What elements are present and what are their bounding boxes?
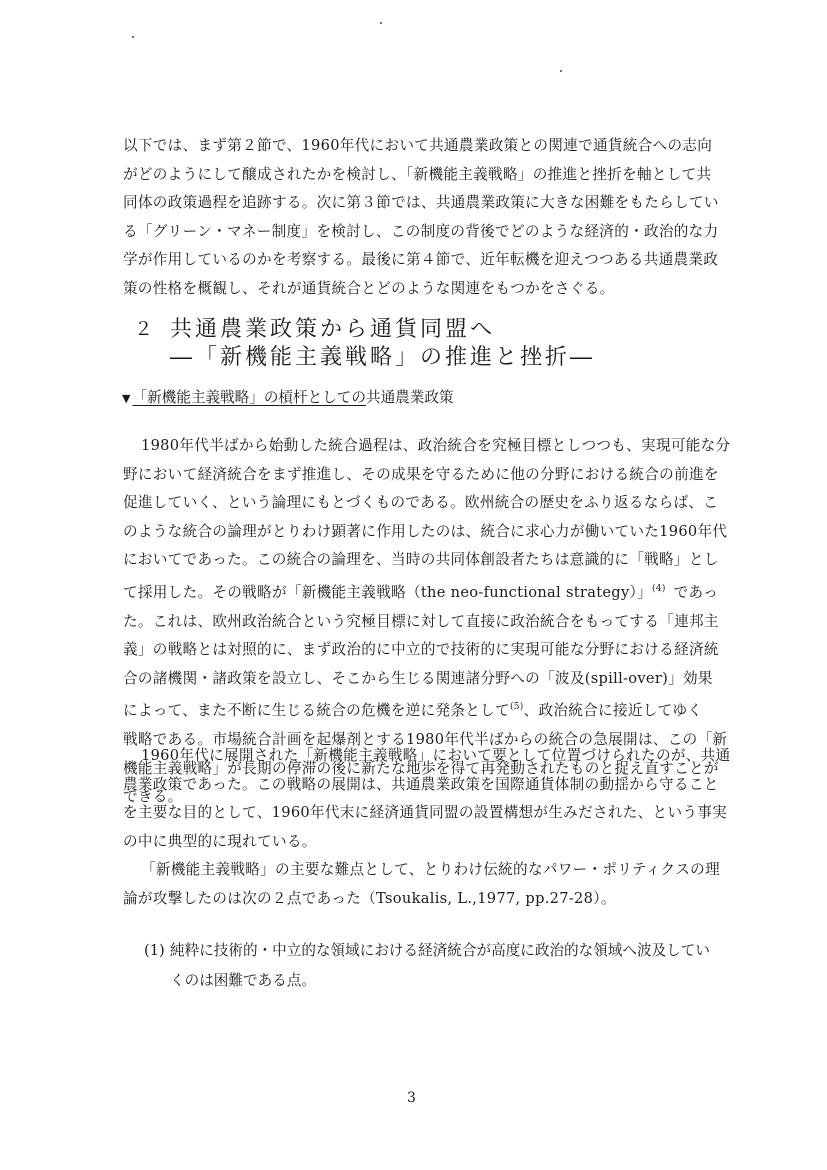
paragraph-2 xyxy=(123,742,731,856)
list-item-text: 純粋に技術的・中立的な領域における経済統合が高度に政治的な領域へ波及してい xyxy=(170,942,710,959)
text-span: であっ xyxy=(673,583,719,601)
text-line: 「新機能主義戦略」の主要な難点として、とりわけ伝統的なパワー・ポリティクスの理 xyxy=(141,861,720,878)
text-line: 1960年代に展開された「新機能主義戦略」において要として位置づけられたのが、共通 xyxy=(141,747,731,764)
text-line: 機能主義戦略」が長期の停滞の後に新たな地歩を得て再発動されたものと捉え直すことが xyxy=(123,759,719,777)
list-item xyxy=(144,936,710,966)
numbered-list xyxy=(144,936,710,996)
scan-speck xyxy=(560,70,562,72)
section-number: ２ xyxy=(134,318,156,340)
subheading xyxy=(122,386,454,407)
text-line: 野において経済統合をまず推進し、その成果を守るために他の分野における統合の前進を xyxy=(123,465,719,483)
text-line: 1980年代半ばから始動した統合過程は、政治統合を究極目標としつつも、実現可能な分 xyxy=(141,437,731,454)
text-line: 学が作用しているのかを考察する。最後に第４節で、近年転機を迎えつつある共通農業政 xyxy=(123,251,719,269)
paragraph-3 xyxy=(123,856,720,913)
text-line: を主要な目的として、1960年代末に経済通貨同盟の設置構想が生みだされた、という事実 xyxy=(123,804,728,822)
section-title: 共通農業政策から通貨同盟へ xyxy=(170,317,496,342)
text-span: て採用した。その戦略が「新機能主義戦略（the neo-functional strategy）」 xyxy=(123,583,652,601)
footnote-ref-5: (5) xyxy=(509,702,524,713)
text-line: 促進していく、という論理にもとづくものである。欧州統合の歴史をふり返るならば、こ xyxy=(123,494,719,512)
subheading-underlined: 「新機能主義戦略」の槓杆としての xyxy=(132,389,366,406)
text-line: 農業政策であった。この戦略の展開は、共通農業政策を国際通貨体制の動揺から守ること xyxy=(123,775,719,793)
text-line: 同体の政策過程を追跡する。次に第３節では、共通農業政策に大きな困難をもたらしてい xyxy=(123,194,719,212)
intro-paragraph xyxy=(123,132,719,304)
text-line: 策の性格を概観し、それが通貨統合とどのような関連をもつかをさぐる。 xyxy=(123,279,615,297)
text-span: 、政治統合に接近してゆく xyxy=(523,702,703,720)
text-line: においてであった。この統合の論理を、当時の共同体創設者たちは意識的に「戦略」とし xyxy=(123,551,719,569)
triangle-marker-icon: ▼ xyxy=(122,392,131,405)
list-item-number: (1) xyxy=(144,942,165,959)
footnote-ref-4: (4) xyxy=(651,583,666,594)
text-line xyxy=(123,693,730,726)
scan-speck xyxy=(380,22,382,24)
text-line: る「グリーン・マネー制度」を検討し、この制度の背後でどのような経済的・政治的な力 xyxy=(123,222,719,240)
text-line xyxy=(123,575,730,608)
text-line: の中に典型的に現れている。 xyxy=(123,832,317,850)
text-line: がどのようにして醸成されたかを検討し、「新機能主義戦略」の推進と挫折を軸として共 xyxy=(123,165,712,183)
text-line: できる。 xyxy=(123,788,183,806)
text-line: た。これは、欧州政治統合という究極目標に対して直接に政治統合をもってする「連邦主 xyxy=(123,612,719,630)
text-line: 合の諸機関・諸政策を設立し、そこから生じる関連諸分野への「波及(spill-over)」効果 xyxy=(123,669,713,687)
text-line: のような統合の論理がとりわけ顕著に作用したのは、統合に求心力が働いていた1960年代 xyxy=(123,522,728,540)
page-number: 3 xyxy=(407,1090,416,1106)
text-line: 義」の戦略とは対照的に、まず政治的に中立的で技術的に実現可能な分野における経済統 xyxy=(123,641,719,659)
section-subtitle: ―「新機能主義戦略」の推進と挫折― xyxy=(170,345,596,370)
list-item-continuation: くのは困難である点。 xyxy=(170,972,316,989)
text-line: 以下では、まず第２節で、1960年代において共通農業政策との関連で通貨統合への志向 xyxy=(123,137,713,154)
text-line: 戦略である。市場統合計画を起爆剤とする1980年代半ばからの統合の急展開は、この「新 xyxy=(123,730,728,748)
text-line: 論が攻撃したのは次の２点であった（Tsoukalis, L.,1977, pp.27-28）。 xyxy=(123,889,616,907)
text-span: によって、また不断に生じる統合の危機を逆に発条として xyxy=(123,702,510,720)
subheading-rest: 共通農業政策 xyxy=(365,389,454,406)
scan-speck xyxy=(132,36,134,38)
